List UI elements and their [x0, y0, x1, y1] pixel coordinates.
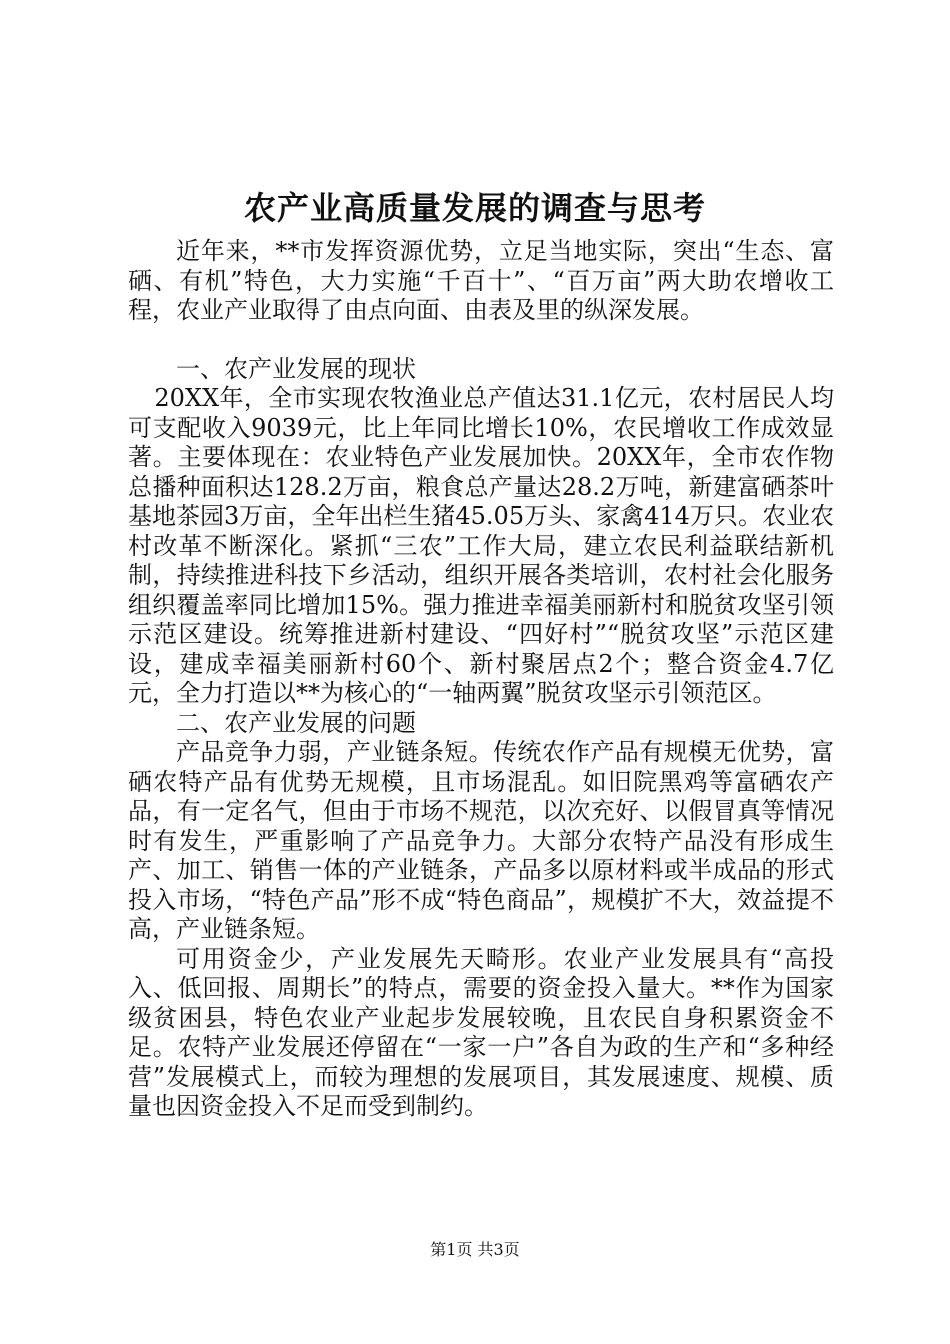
intro-paragraph: 近年来，**市发挥资源优势，立足当地实际，突出“生态、富硒、有机”特色，大力实施“千百十”、“百万亩”两大助农增收工程，农业产业取得了由点向面、由表及里的纵深发展。	[128, 237, 834, 324]
status-paragraph: 20XX年，全市实现农牧渔业总产值达31.1亿元，农村居民人均可支配收入9039元，比上年同比增长10%，农民增收工作成效显著。主要体现在：农业特色产业发展加快。20XX年，全市农作物总播种面积达128.2万亩，粮食总产量达28.2万吨，新建富硒茶叶基地茶园3万亩，全年出栏生猪45.05万头、家禽414万只。农业农村改革不断深化。紧抓“三农”工作大局，建立农民利益联结新机制，持续推进科技下乡活动，组织开展各类培训，农村社会化服务组织覆盖率同比增加15%。强力推进幸福美丽新村和脱贫攻坚引领示范区建设。统筹推进新村建设、“四好村”“脱贫攻坚”示范区建设，建成幸福美丽新村60个、新村聚居点2个；整合资金4.7亿元，全力打造以**为核心的“一轴两翼”脱贫攻坚示引领范区。	[128, 384, 834, 707]
page-number: 第1页 共3页	[430, 1240, 520, 1259]
problem-paragraph-funding: 可用资金少，产业发展先天畸形。农业产业发展具有“高投入、低回报、周期长”的特点，需要的资金投入量大。**作为国家级贫困县，特色农业产业起步发展较晚，且农民自身积累资金不足。农特产业发展还停留在“一家一户”各自为政的生产和“多种经营”发展模式上，而较为理想的发展项目，其发展速度、规模、质量也因资金投入不足而受到制约。	[128, 944, 834, 1120]
problem-paragraph-competitiveness: 产品竞争力弱，产业链条短。传统农作产品有规模无优势，富硒农特产品有优势无规模，且市场混乱。如旧院黑鸡等富硒农产品，有一定名气，但由于市场不规范，以次充好、以假冒真等情况时有发生，严重影响了产品竞争力。大部分农特产品没有形成生产、加工、销售一体的产业链条，产品多以原材料或半成品的形式投入市场，“特色产品”形不成“特色商品”，规模扩不大，效益提不高，产业链条短。	[128, 738, 834, 943]
section-heading-problems: 二、农产业发展的问题	[176, 708, 416, 737]
document-title: 农产业高质量发展的调查与思考	[243, 189, 706, 227]
section-heading-status: 一、农产业发展的现状	[176, 354, 416, 383]
document-body	[128, 237, 834, 1122]
